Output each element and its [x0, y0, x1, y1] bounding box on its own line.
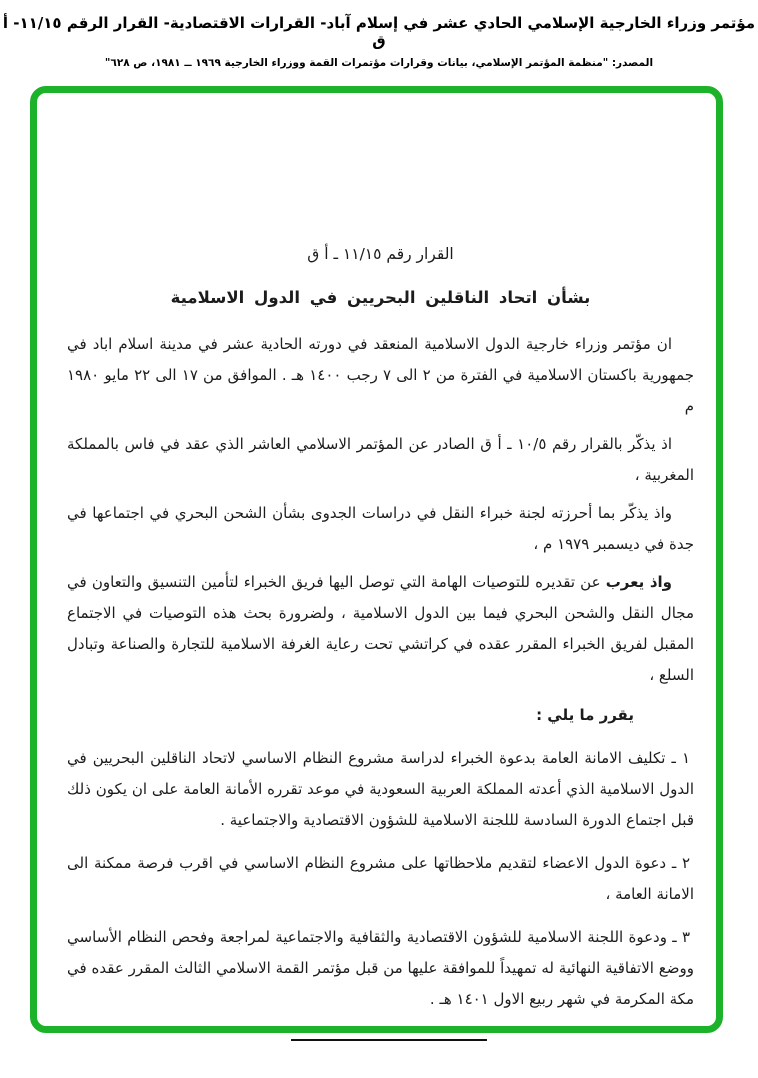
paragraph-text: ان مؤتمر وزراء خارجية الدول الاسلامية المنعقد في دورته الحادية عشر في مدينة اسلام اباد في جمهورية باكستان الاسلامية في الفترة من ٢ الى ٧ رجب ١٤٠٠ هـ . الموافق من ١٧ الى ٢٢ مايو ١٩٨٠ م	[67, 335, 695, 415]
header-source: المصدر: "منظمة المؤتمر الإسلامي، بيانات وقرارات مؤتمرات القمة ووزراء الخارجية ١٩٦٩ ــ ١٩٨١، ص ٦٢٨"	[104, 57, 654, 69]
preamble-paragraph	[67, 567, 694, 691]
paragraph-text: بالقرار رقم ١٠/٥ ـ أ ق الصادر عن المؤتمر الاسلامي العاشر الذي عقد في فاس بالمملكة المغربية ،	[67, 435, 694, 484]
document-frame	[30, 86, 723, 1033]
paragraph-lead: اذ يذكّر	[628, 435, 672, 453]
preamble-paragraph	[67, 329, 694, 422]
paragraph-text: بما أحرزته لجنة خبراء النقل في دراسات الجدوى بشأن الشحن البحري في اجتماعها في جدة في ديسمبر ١٩٧٩ م ،	[67, 504, 694, 553]
end-divider	[291, 1039, 487, 1041]
decision-item-1: ١ ـ تكليف الامانة العامة بدعوة الخبراء لدراسة مشروع النظام الاساسي لاتحاد الناقلين البحريين في الدول الاسلامية الذي أعدته المملكة العربية السعودية في موعد تقرره الأمانة العامة على ان يكون ذلك قبل اجتماع الدورة السادسة لللجنة الاسلامية للشؤون الاقتصادية والاجتماعية .	[67, 749, 694, 829]
page-header	[0, 14, 758, 69]
preamble-paragraph	[67, 498, 694, 560]
decision-item-2: ٢ ـ دعوة الدول الاعضاء لتقديم ملاحظاتها على مشروع النظام الاساسي في اقرب فرصة ممكنة الى الامانة العامة ،	[67, 854, 694, 903]
document-content	[37, 93, 716, 1041]
preamble-paragraph	[67, 429, 694, 491]
decision-intro: يقرر ما يلي :	[536, 706, 634, 724]
paragraph-lead: واذ يعرب	[605, 573, 673, 591]
resolution-subject: بشأن اتحاد الناقلين البحريين في الدول الاسلامية	[170, 288, 591, 307]
header-title: مؤتمر وزراء الخارجية الإسلامي الحادي عشر في إسلام آباد- القرارات الاقتصادية- القرار الرقم ١١/١٥- أ ق	[2, 14, 756, 50]
resolution-number: القرار رقم ١١/١٥ ـ أ ق	[307, 245, 454, 263]
paragraph-lead: واذ يذكّر	[620, 504, 672, 522]
decision-item-3: ٣ ـ ودعوة اللجنة الاسلامية للشؤون الاقتصادية والثقافية والاجتماعية لمراجعة وفحص النظام الأساسي ووضع الاتفاقية النهائية له تمهيداً للموافقة عليها من قبل مؤتمر القمة الاسلامي الثالث المقرر عقده في مكة المكرمة في شهر ربيع الاول ١٤٠١ هـ .	[67, 928, 694, 1008]
paragraph-text: عن تقديره للتوصيات الهامة التي توصل اليها فريق الخبراء لتأمين التنسيق والتعاون في مجال النقل والشحن البحري فيما بين الدول الاسلامية ، ولضرورة بحث هذه التوصيات في الاجتماع المقبل لفريق الخبراء المقرر عقده في كراتشي تحت رعاية الغرفة الاسلامية للتجارة والصناعة وتبادل السلع ،	[67, 573, 694, 684]
